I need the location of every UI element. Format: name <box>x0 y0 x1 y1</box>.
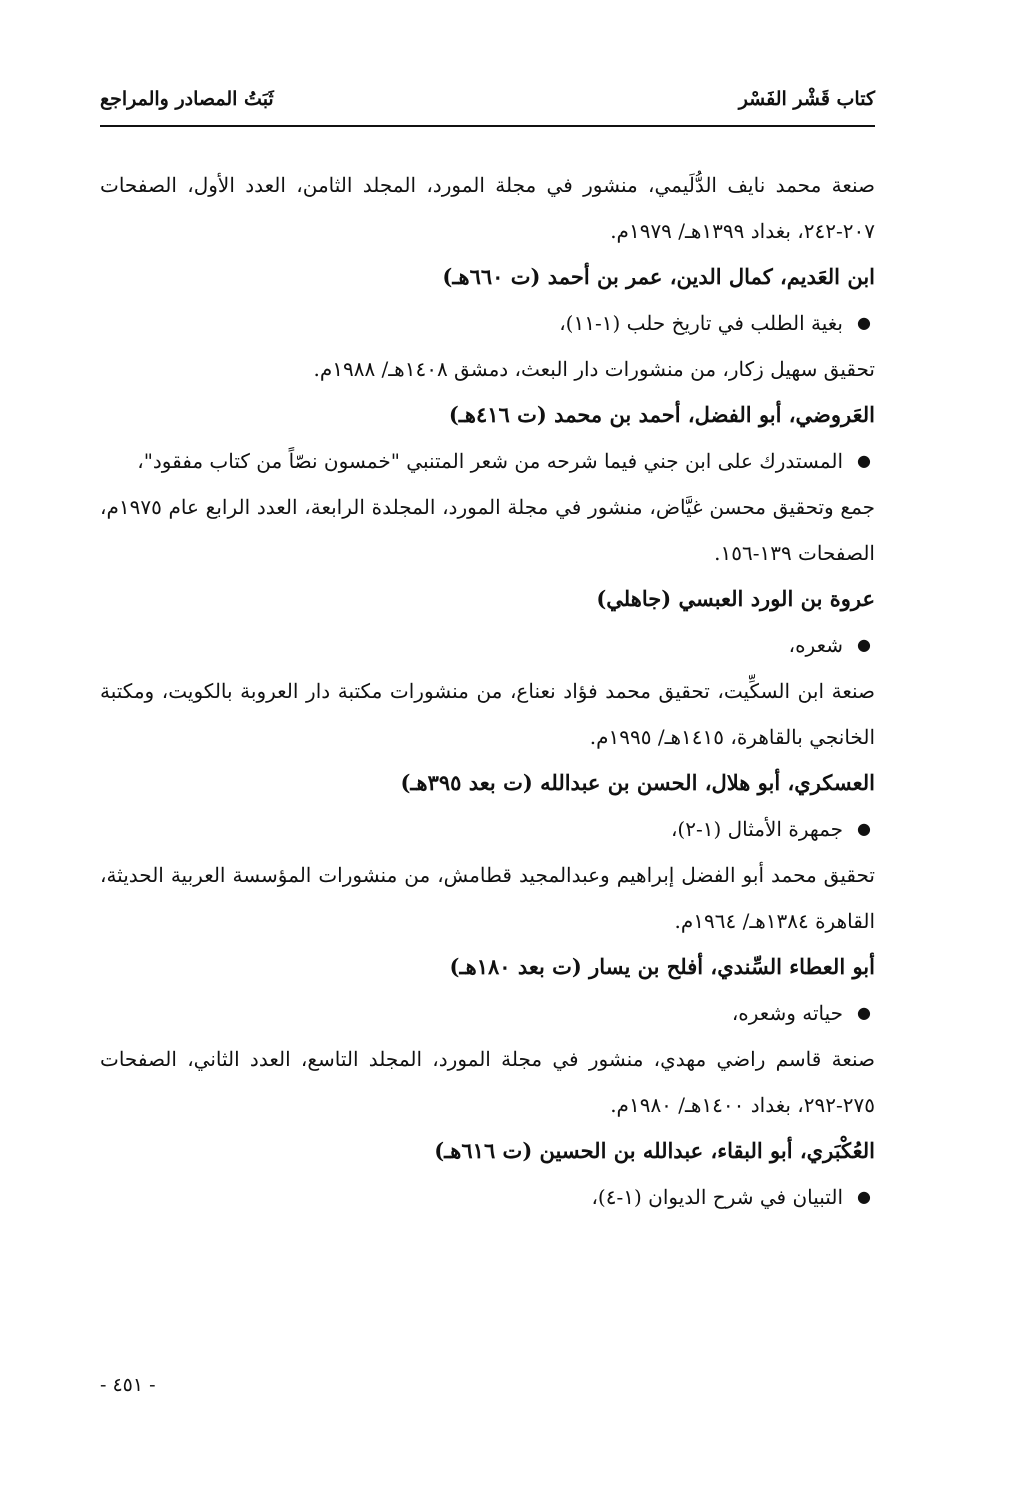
author-heading: العَروضي، أبو الفضل، أحمد بن محمد (ت ٤١٦هـ) <box>448 402 875 427</box>
entry-paragraph: صنعة محمد نايف الدُّلَيمي، منشور في مجلة المورد، المجلد الثامن، العدد الأول، الصفحات ٢٠٧-٢٤٢، بغداد ١٣٩٩هـ/ ١٩٧٩م. <box>100 173 875 243</box>
work-item <box>100 806 875 852</box>
entry-paragraph: تحقيق سهيل زكار، من منشورات دار البعث، دمشق ١٤٠٨هـ/ ١٩٨٨م. <box>313 357 875 381</box>
work-title: شعره، <box>788 633 843 657</box>
author-heading: العُكْبَري، أبو البقاء، عبدالله بن الحسين (ت ٦١٦هـ) <box>434 1138 875 1163</box>
author-heading: ابن العَديم، كمال الدين، عمر بن أحمد (ت ٦٦٠هـ) <box>442 264 875 289</box>
entry-paragraph: جمع وتحقيق محسن غيَّاض، منشور في مجلة المورد، المجلدة الرابعة، العدد الرابع عام ١٩٧٥م، الصفحات ١٣٩-١٥٦. <box>100 495 876 565</box>
bullet-icon: ● <box>857 1187 871 1206</box>
book-title: كتاب قَشْر الفَسْر <box>738 88 875 110</box>
author-heading: أبو العطاء السِّندي، أفلح بن يسار (ت بعد ١٨٠هـ) <box>449 954 875 979</box>
work-title: المستدرك على ابن جني فيما شرحه من شعر المتنبي "خمسون نصّاً من كتاب مفقود"، <box>137 449 843 473</box>
bullet-icon: ● <box>857 313 871 332</box>
work-item <box>100 990 875 1036</box>
work-item <box>100 300 875 346</box>
running-header <box>100 88 875 124</box>
entry-paragraph: صنعة ابن السكِّيت، تحقيق محمد فؤاد نعناع، من منشورات مكتبة دار العروبة بالكويت، ومكتبة الخانجي بالقاهرة، ١٤١٥هـ/ ١٩٩٥م. <box>100 679 875 749</box>
work-title: جمهرة الأمثال (١-٢)، <box>670 817 843 841</box>
bullet-icon: ● <box>857 451 871 470</box>
work-title: التبيان في شرح الديوان (١-٤)، <box>591 1185 843 1209</box>
work-item <box>100 438 875 484</box>
entry-paragraph: تحقيق محمد أبو الفضل إبراهيم وعبدالمجيد قطامش، من منشورات المؤسسة العربية الحديثة، القاهرة ١٣٨٤هـ/ ١٩٦٤م. <box>100 863 875 933</box>
work-title: بغية الطلب في تاريخ حلب (١-١١)، <box>559 311 843 335</box>
work-title: حياته وشعره، <box>731 1001 843 1025</box>
section-title: ثَبَتُ المصادر والمراجع <box>100 88 274 110</box>
entry-paragraph: صنعة قاسم راضي مهدي، منشور في مجلة المورد، المجلد التاسع، العدد الثاني، الصفحات ٢٧٥-٢٩٢، بغداد ١٤٠٠هـ/ ١٩٨٠م. <box>100 1047 875 1117</box>
bullet-icon: ● <box>857 819 871 838</box>
bibliography-content <box>100 162 875 1220</box>
author-heading: عروة بن الورد العبسي (جاهلي) <box>596 586 875 611</box>
work-item <box>100 622 875 668</box>
bullet-icon: ● <box>857 635 871 654</box>
page-number: - ٤٥١ - <box>100 1374 156 1396</box>
bullet-icon: ● <box>857 1003 871 1022</box>
header-divider <box>100 125 875 127</box>
author-heading: العسكري، أبو هلال، الحسن بن عبدالله (ت بعد ٣٩٥هـ) <box>400 770 875 795</box>
work-item <box>100 1174 875 1220</box>
